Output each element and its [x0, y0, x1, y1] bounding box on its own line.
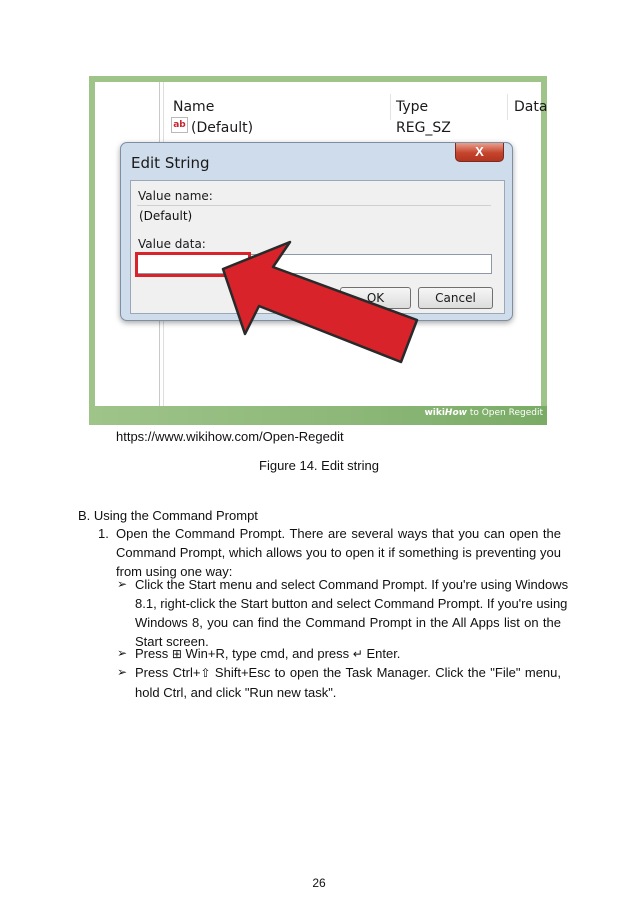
- value-data-label: Value data:: [138, 237, 206, 251]
- text-line: Click the Start menu and select Command Prompt. If you're using Windows: [135, 577, 569, 592]
- text-fragment: Press: [135, 646, 172, 661]
- string-value-icon: ab: [171, 117, 188, 133]
- text-line: hold Ctrl, and click "Run new task".: [135, 685, 337, 700]
- close-icon: X: [475, 144, 484, 159]
- step-number: 1.: [98, 526, 109, 541]
- wikihow-watermark: wikiHow to Open Regedit: [424, 408, 543, 418]
- enter-key-icon: ↵: [352, 647, 363, 661]
- bullet-2-paragraph: [135, 644, 561, 664]
- source-url[interactable]: https://www.wikihow.com/Open-Regedit: [116, 429, 344, 444]
- value-name-label: Value name:: [138, 189, 213, 203]
- dialog-title: Edit String: [131, 154, 210, 172]
- registry-value-type: REG_SZ: [396, 120, 451, 136]
- red-pointer-arrow-icon: [95, 82, 541, 418]
- registry-editor-window: [95, 82, 548, 418]
- text-line: Command Prompt, which allows you to open it if something is preventing you: [116, 545, 561, 560]
- column-header-name[interactable]: Name: [173, 99, 215, 115]
- text-line: Open the Command Prompt. There are several ways that you can open the: [116, 526, 561, 541]
- text-fragment: Shift+Esc to open the Task Manager. Click the "File" menu,: [210, 665, 561, 680]
- text-line: from using one way:: [116, 564, 233, 579]
- figure-screenshot: [89, 76, 547, 425]
- windows-key-icon: ⊞: [171, 647, 182, 661]
- column-header-data[interactable]: Data: [514, 99, 548, 115]
- ok-button[interactable]: OK: [340, 287, 411, 309]
- value-name-field: (Default): [137, 205, 491, 226]
- bullet-arrow-icon: ➢: [117, 646, 128, 660]
- bullet-3-paragraph: [135, 663, 561, 702]
- section-heading: B. Using the Command Prompt: [78, 508, 258, 523]
- page-number: 26: [312, 876, 326, 890]
- cancel-button[interactable]: Cancel: [418, 287, 493, 309]
- figure-caption: Figure 14. Edit string: [259, 458, 379, 473]
- text-fragment: Enter.: [362, 646, 401, 661]
- text-line: Start screen.: [135, 634, 209, 649]
- bullet-arrow-icon: ➢: [117, 577, 128, 591]
- step-1-paragraph: [116, 524, 561, 581]
- text-fragment: Win+R, type cmd, and press: [181, 646, 353, 661]
- text-line: Windows 8, you can find the Command Prompt in the All Apps list on the: [135, 615, 561, 630]
- bullet-1-paragraph: [135, 575, 569, 651]
- column-header-type[interactable]: Type: [396, 99, 429, 115]
- registry-value-name[interactable]: (Default): [191, 120, 254, 136]
- shift-key-icon: ⇧: [200, 666, 211, 680]
- text-fragment: Press Ctrl+: [135, 665, 201, 680]
- bullet-arrow-icon: ➢: [117, 665, 128, 679]
- text-line: 8.1, right-click the Start button and select Command Prompt. If you're using: [135, 596, 568, 611]
